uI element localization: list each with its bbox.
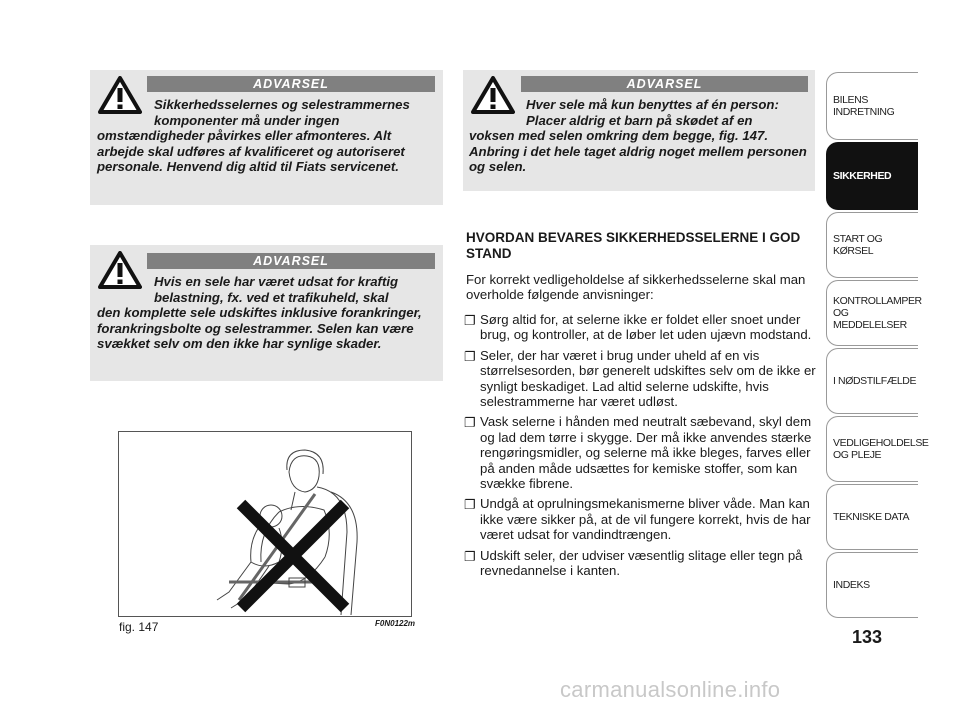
tab-indeks[interactable]: INDEKS [826,552,918,618]
tab-start-og-korsel[interactable]: START OG KØRSEL [826,212,918,278]
list-item: ❐ Sørg altid for, at selerne ikke er foldet eller snoet under brug, og kontroller, at de løber let uden ujævn modstand. [464,312,812,343]
warning-box-belt-replacement [90,245,443,381]
adult-with-child-on-lap-illustration [119,432,411,616]
tab-i-nodstilfaelde[interactable]: I NØDSTILFÆLDE [826,348,918,414]
checkbox-bullet-icon: ❐ [464,548,476,564]
checkbox-bullet-icon: ❐ [464,415,476,431]
figure-illustration [118,431,412,617]
watermark: carmanualsonline.info [560,677,781,702]
figure-caption: fig. 147 [119,620,159,634]
warning-box-one-person-per-belt [463,70,815,191]
warning-label: ADVARSEL [147,76,435,92]
page-number: 133 [852,627,883,647]
tab-tekniske-data[interactable]: TEKNISKE DATA [826,484,918,550]
warning-box-seatbelt-components [90,70,443,205]
figure-code: F0N0122m [375,619,416,628]
tab-sikkerhed[interactable]: SIKKERHED [826,142,918,210]
warning-label: ADVARSEL [521,76,808,92]
maintenance-instructions-list [464,312,816,584]
warning-text: Hver sele må kun benyttes af én person: Placer aldrig et barn på skødet af en voksen med selen omkring dem begge, fig. 147. Anbring i det hele taget aldrig noget mellem personen og selen. [469,97,807,175]
checkbox-bullet-icon: ❐ [464,348,476,364]
tab-kontrollamper[interactable]: KONTROLLAMPER OG MEDDELELSER [826,280,918,346]
list-item: ❐ Udskift seler, der udviser væsentlig slitage eller tegn på revnedannelse i kanten. [464,547,803,579]
section-intro: For korrekt vedligeholdelse af sikkerhedsselerne skal man overholde følgende anvisninger: [466,272,806,303]
tab-bilens-indretning[interactable]: BILENS INDRETNING [826,72,918,140]
checkbox-bullet-icon: ❐ [464,313,476,328]
warning-label: ADVARSEL [147,253,435,269]
checkbox-bullet-icon: ❐ [464,497,476,513]
list-item: ❐ Seler, der har været i brug under uheld af en vis størrelsesorden, bør generelt udskiftes selv om de ikke er synligt beskadiget. Lad altid selerne udskifte, hvis selestrammerne har været udløst. [464,347,816,410]
list-item: ❐ Undgå at oprulningsmekanismerne bliver våde. Man kan ikke være sikker på, at de vil fungere korrekt, hvis de har været udsat for vandindtrængen. [464,496,811,543]
section-title: HVORDAN BEVARES SIKKERHEDSSELERNE I GOD STAND [466,230,801,261]
warning-text: Sikkerhedsselernes og selestrammernes komponenter må under ingen omstændigheder påvirkes eller afmonteres. Alt arbejde skal udføres af kvalificeret og autoriseret personale. Henvend dig altid til Fiats servicenet. [97,97,410,175]
warning-text: Hvis en sele har været udsat for kraftig belastning, fx. ved et trafikuheld, skal den komplette sele udskiftes inklusive forankringer, forankringsbolte og selestrammer. Selen kan være svækket selv om den ikke har synlige skader. [97,274,422,352]
list-item: ❐ Vask selerne i hånden med neutralt sæbevand, skyl dem og lad dem tørre i skygge. Der må ikke anvendes stærke rengøringsmidler, og selerne må ikke bleges, farves eller på anden måde udsættes for kemiske stoffer, som kan svække fibrene. [464,414,812,492]
tab-vedligeholdelse[interactable]: VEDLIGEHOLDELSE OG PLEJE [826,416,918,482]
